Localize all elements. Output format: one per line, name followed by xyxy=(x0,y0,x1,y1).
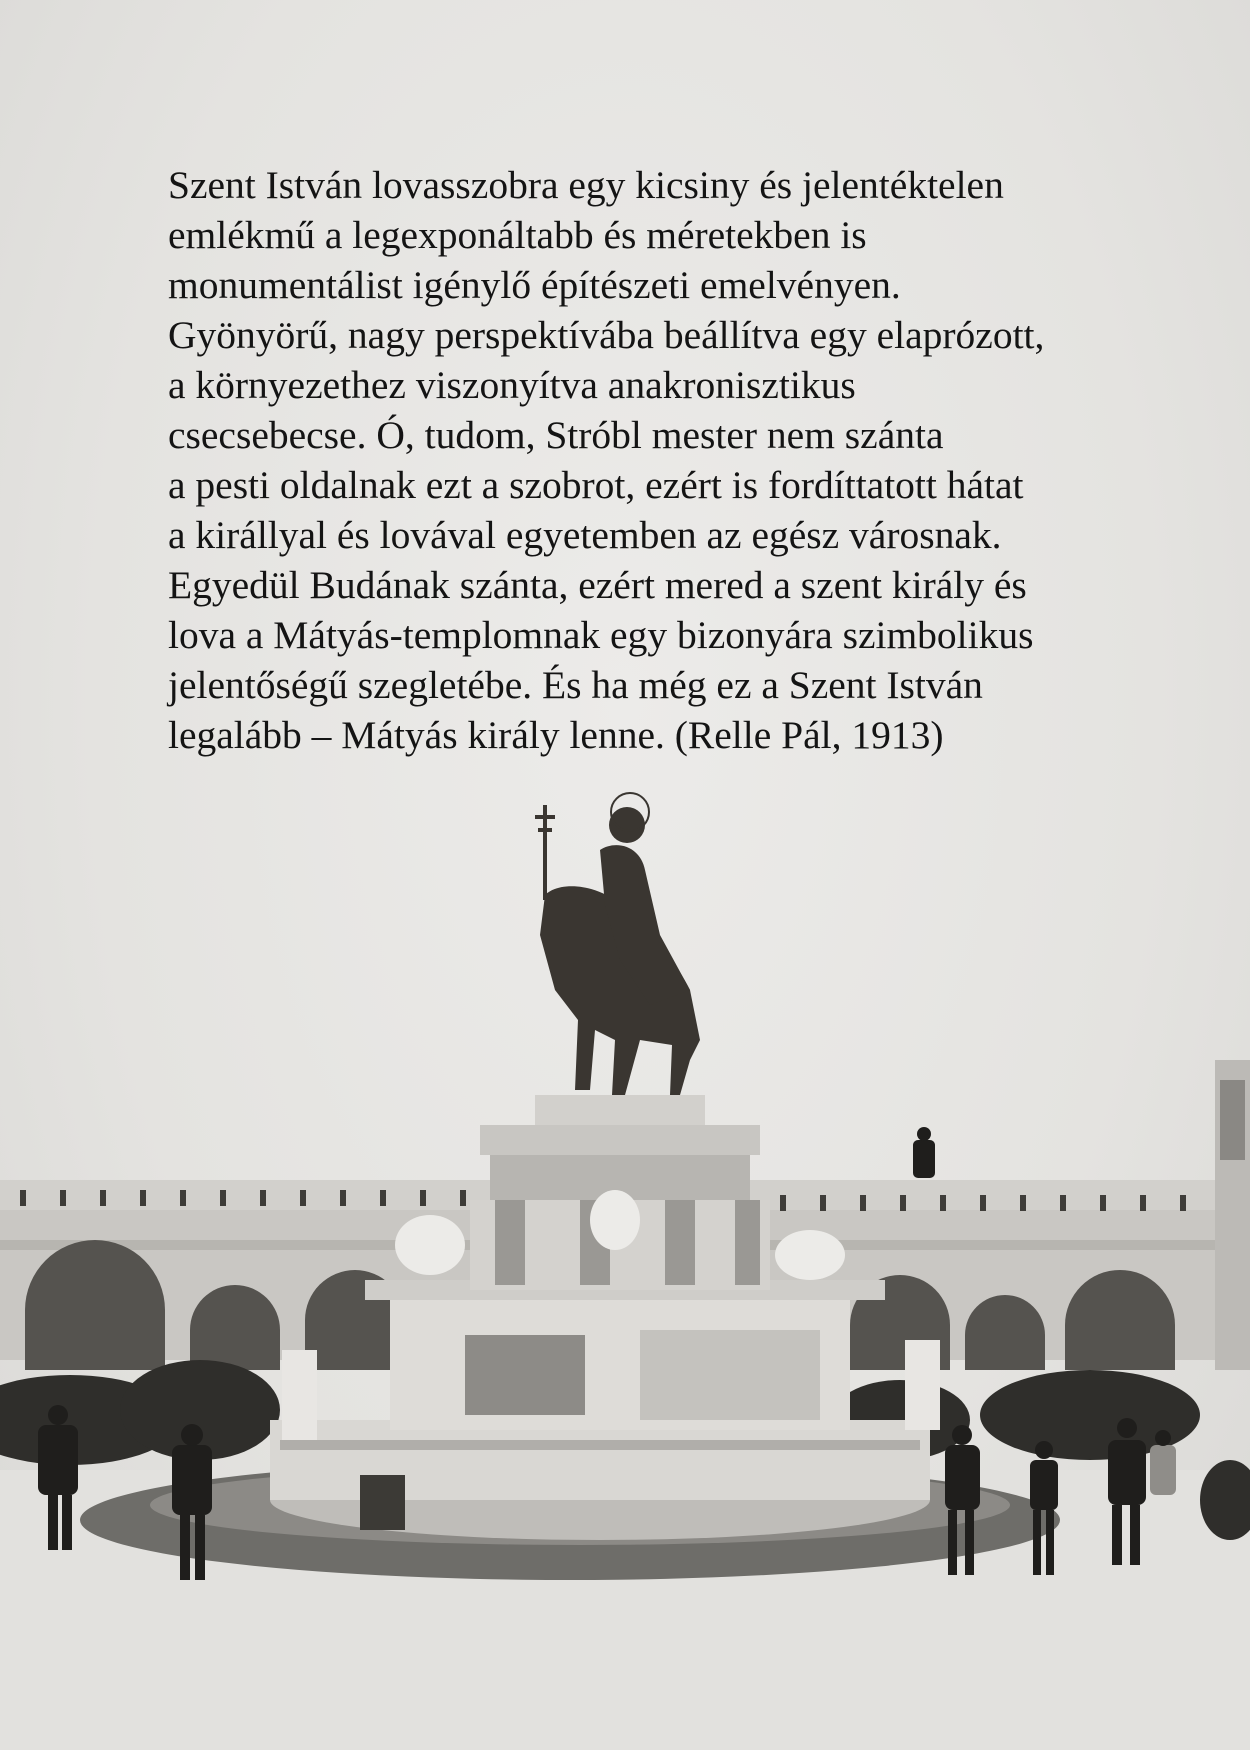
quote-line: a környezethez viszonyítva anakronisztikus xyxy=(168,363,856,407)
quote-line: monumentálist igénylő építészeti emelvényen. xyxy=(168,263,901,307)
quote-line: lova a Mátyás-templomnak egy bizonyára szimbolikus xyxy=(168,613,1034,657)
quote-line: Egyedül Budának szánta, ezért mered a szent király és xyxy=(168,563,1027,607)
quote-line: a pesti oldalnak ezt a szobrot, ezért is fordíttatott hátat xyxy=(168,463,1024,507)
quote-line: a királlyal és lovával egyetemben az egész városnak. xyxy=(168,513,1002,557)
quote-line: emlékmű a legexponáltabb és méretekben is xyxy=(168,213,867,257)
equestrian-statue xyxy=(535,793,700,1095)
quote-line: Szent István lovasszobra egy kicsiny és jelentéktelen xyxy=(168,163,1004,207)
quote-line: legalább – Mátyás király lenne. (Relle Pál, 1913) xyxy=(168,713,944,757)
quote-line: Gyönyörű, nagy perspektívába beállítva egy elaprózott, xyxy=(168,313,1045,357)
quote-line: csecsebecse. Ó, tudom, Stróbl mester nem szánta xyxy=(168,413,944,457)
quote-line: jelentőségű szegletébe. És ha még ez a Szent István xyxy=(168,663,983,707)
quote-text-block xyxy=(168,160,1178,760)
historic-photo xyxy=(0,780,1250,1750)
